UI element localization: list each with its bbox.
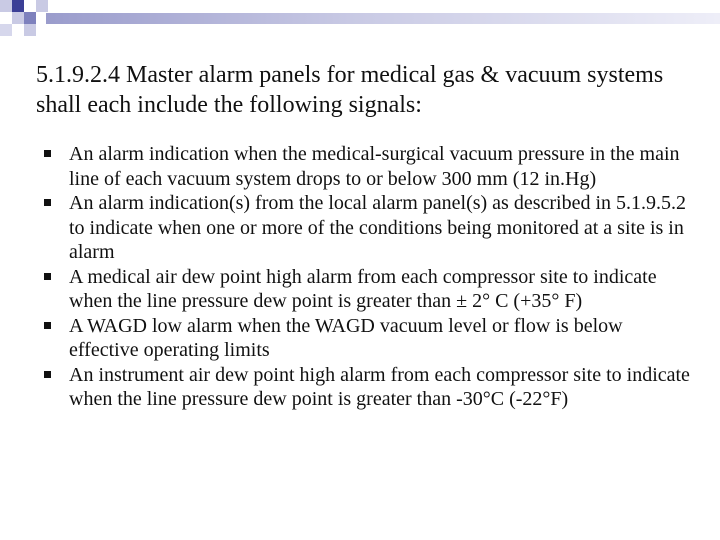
decorative-square — [12, 0, 24, 12]
square-bullet-icon — [44, 273, 51, 280]
decorative-square — [24, 12, 36, 24]
slide-title: 5.1.9.2.4 Master alarm panels for medical gas & vacuum systems shall each include the following signals: — [36, 62, 664, 118]
list-item — [44, 265, 694, 314]
square-bullet-icon — [44, 199, 51, 206]
list-item — [44, 191, 694, 265]
decorative-square — [12, 24, 24, 36]
bullet-list — [44, 142, 694, 412]
list-item-text: An alarm indication when the medical-surgical vacuum pressure in the main line of each vacuum system drops to or below 300 mm (12 in.Hg) — [69, 143, 680, 190]
list-item — [44, 142, 694, 191]
list-item-text: An instrument air dew point high alarm from each compressor site to indicate when the line pressure dew point is greater than -30°C (-22°F) — [69, 363, 690, 410]
list-item-text: A WAGD low alarm when the WAGD vacuum level or flow is below effective operating limits — [69, 314, 623, 361]
square-bullet-icon — [44, 150, 51, 157]
list-item-text: An alarm indication(s) from the local alarm panel(s) as described in 5.1.9.5.2 to indicate when one or more of the conditions being monitored at a site is in alarm — [69, 192, 687, 263]
decorative-square — [0, 24, 12, 36]
list-item-text: A medical air dew point high alarm from each compressor site to indicate when the line pressure dew point is greater than ± 2° C (+35° F) — [69, 265, 657, 312]
decorative-square — [36, 0, 48, 12]
square-bullet-icon — [44, 322, 51, 329]
decorative-square — [24, 24, 36, 36]
square-bullet-icon — [44, 371, 51, 378]
list-item — [44, 314, 694, 363]
decorative-stripe — [46, 13, 720, 24]
decorative-square — [24, 0, 36, 12]
decorative-square — [0, 0, 12, 12]
decorative-header-bar — [0, 0, 720, 40]
decorative-square — [0, 12, 12, 24]
decorative-square — [12, 12, 24, 24]
list-item — [44, 363, 694, 412]
